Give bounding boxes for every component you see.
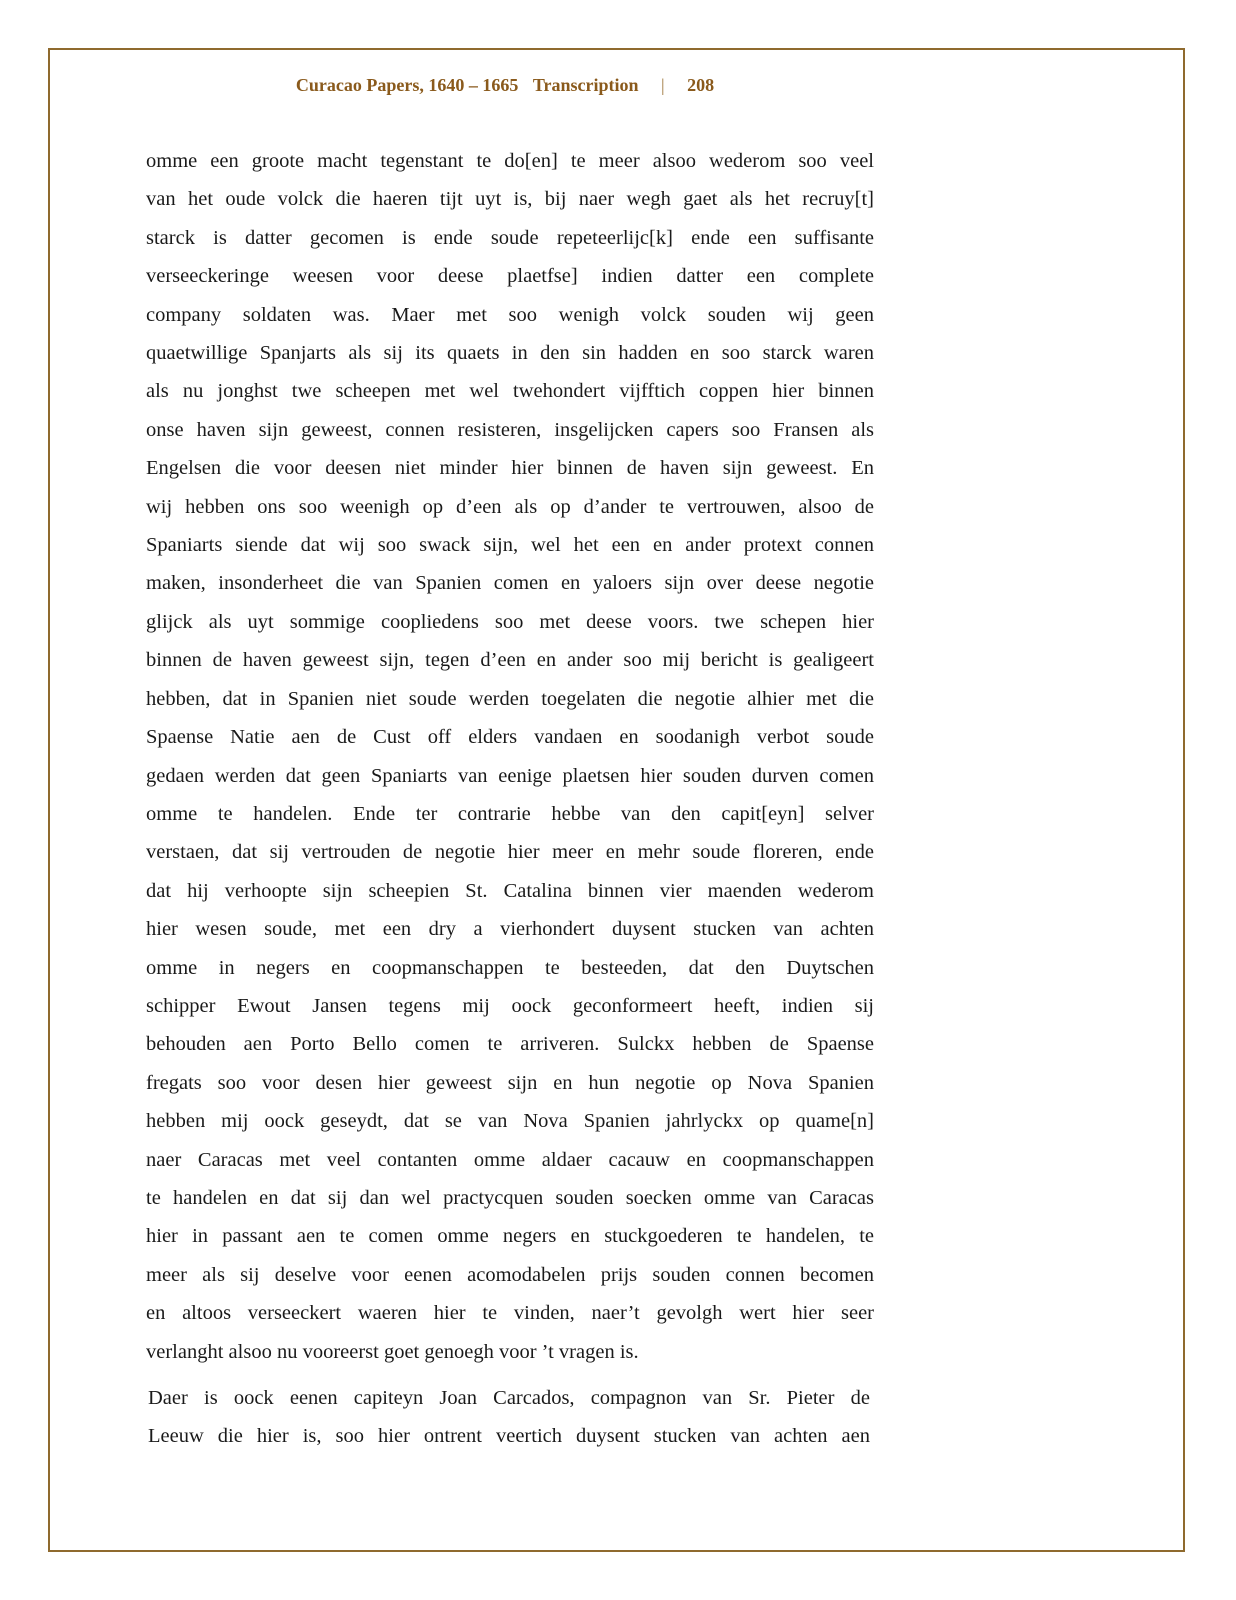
- page-number: 208: [687, 75, 715, 95]
- transcription-body: [146, 142, 874, 1456]
- text-line: Daer is oock eenen capiteyn Joan Carcados, compagnon van Sr. Pieter de: [148, 1387, 870, 1409]
- text-line: company soldaten was. Maer met soo wenigh volck souden wij geen: [146, 303, 874, 326]
- text-line: verstaen, dat sij vertrouden de negotie hier meer en mehr soude floreren, ende: [146, 841, 874, 864]
- text-line: omme te handelen. Ende ter contrarie hebbe van den capit[eyn] selver: [146, 802, 874, 825]
- text-line: verlanght alsoo nu vooreerst goet genoegh voor ’t vragen is.: [146, 1340, 639, 1363]
- text-line: hier wesen soude, met een dry a vierhondert duysent stucken van achten: [146, 918, 874, 941]
- running-header: [0, 75, 1010, 96]
- text-line: dat hij verhoopte sijn scheepien St. Catalina binnen vier maenden wederom: [146, 879, 874, 902]
- text-line: omme in negers en coopmanschappen te besteeden, dat den Duytschen: [146, 956, 874, 979]
- paragraph-1: [146, 142, 874, 1371]
- header-subtitle: Transcription: [532, 75, 639, 95]
- text-line: meer als sij deselve voor eenen acomodabelen prijs souden connen becomen: [146, 1263, 874, 1286]
- text-line: schipper Ewout Jansen tegens mij oock geconformeert heeft, indien sij: [146, 994, 874, 1017]
- header-title: Curacao Papers, 1640 – 1665: [295, 75, 519, 95]
- text-line: te handelen en dat sij dan wel practycquen souden soecken omme van Caracas: [146, 1186, 874, 1209]
- text-line: en altoos verseeckert waeren hier te vinden, naer’t gevolgh wert hier seer: [146, 1302, 874, 1325]
- text-line: verseeckeringe weesen voor deese plaetfse] indien datter een complete: [146, 265, 874, 288]
- text-line: hier in passant aen te comen omme negers en stuckgoederen te handelen, te: [146, 1225, 874, 1248]
- text-line: Spaniarts siende dat wij soo swack sijn, wel het een en ander protext connen: [146, 534, 874, 557]
- header-separator: |: [661, 75, 665, 95]
- text-line: Spaense Natie aen de Cust off elders vandaen en soodanigh verbot soude: [146, 726, 874, 749]
- text-line: van het oude volck die haeren tijt uyt is, bij naer wegh gaet als het recruy[t]: [146, 188, 874, 211]
- text-line: wij hebben ons soo weenigh op d’een als op d’ander te vertrouwen, alsoo de: [146, 495, 874, 518]
- text-line: als nu jonghst twe scheepen met wel twehondert vijfftich coppen hier binnen: [146, 380, 874, 403]
- text-line: quaetwillige Spanjarts als sij its quaets in den sin hadden en soo starck waren: [146, 342, 874, 365]
- text-line: omme een groote macht tegenstant te do[en] te meer alsoo wederom soo veel: [146, 150, 874, 172]
- paragraph-2: [146, 1379, 870, 1456]
- text-line: onse haven sijn geweest, connen resisteren, insgelijcken capers soo Fransen als: [146, 418, 874, 441]
- text-line: maken, insonderheet die van Spanien comen en yaloers sijn over deese negotie: [146, 572, 874, 595]
- text-line: behouden aen Porto Bello comen te arriveren. Sulckx hebben de Spaense: [146, 1033, 874, 1056]
- text-line: Leeuw die hier is, soo hier ontrent veertich duysent stucken van achten aen: [148, 1425, 870, 1448]
- text-line: hebben, dat in Spanien niet soude werden toegelaten die negotie alhier met die: [146, 687, 874, 710]
- text-line: starck is datter gecomen is ende soude repeteerlijc[k] ende een suffisante: [146, 226, 874, 249]
- text-line: naer Caracas met veel contanten omme aldaer cacauw en coopmanschappen: [146, 1148, 874, 1171]
- text-line: fregats soo voor desen hier geweest sijn en hun negotie op Nova Spanien: [146, 1071, 874, 1094]
- text-line: Engelsen die voor deesen niet minder hier binnen de haven sijn geweest. En: [146, 457, 874, 480]
- text-line: glijck als uyt sommige coopliedens soo met deese voors. twe schepen hier: [146, 610, 874, 633]
- text-line: binnen de haven geweest sijn, tegen d’een en ander soo mij bericht is gealigeert: [146, 649, 874, 672]
- text-line: gedaen werden dat geen Spaniarts van eenige plaetsen hier souden durven comen: [146, 764, 874, 787]
- text-line: hebben mij oock geseydt, dat se van Nova Spanien jahrlyckx op quame[n]: [146, 1110, 874, 1133]
